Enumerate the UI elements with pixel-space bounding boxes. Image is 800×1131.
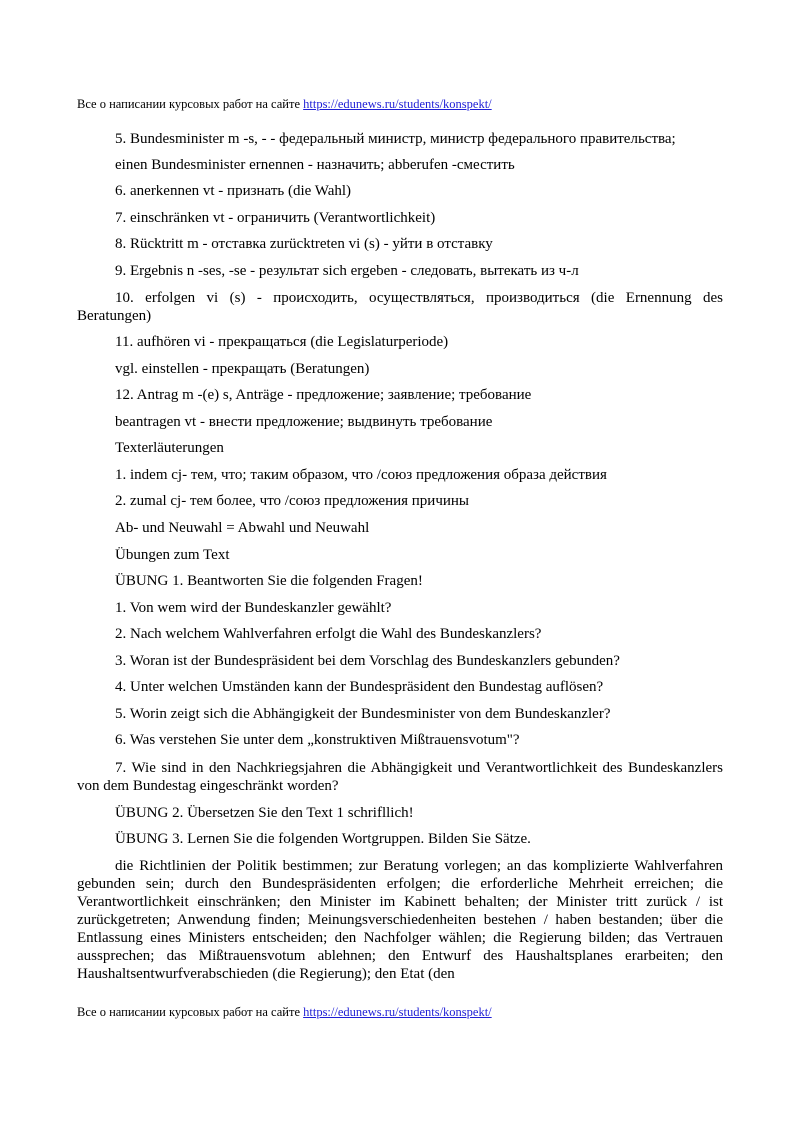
header-link[interactable]: https://edunews.ru/students/konspekt/: [303, 97, 492, 111]
question-line: 1. Von wem wird der Bundeskanzler gewählt?: [115, 600, 392, 616]
page-header: [77, 96, 492, 112]
question-line: 4. Unter welchen Umständen kann der Bundespräsident den Bundestag auflösen?: [115, 679, 604, 695]
exercise-heading: ÜBUNG 2. Übersetzen Sie den Text 1 schrifllich!: [115, 805, 414, 821]
vocab-paragraph: 10. erfolgen vi (s) - происходить, осуществляться, производиться (die Ernennung des Beratungen): [77, 290, 723, 324]
vocab-line: 9. Ergebnis n -ses, -se - результат sich ergeben - следовать, вытекать из ч-л: [115, 263, 579, 279]
question-line: 2. Nach welchem Wahlverfahren erfolgt die Wahl des Bundeskanzlers?: [115, 626, 542, 642]
question-line: 5. Worin zeigt sich die Abhängigkeit der Bundesminister von dem Bundeskanzler?: [115, 706, 611, 722]
vocab-line: 11. aufhören vi - прекращаться (die Legislaturperiode): [115, 334, 449, 350]
question-paragraph: 7. Wie sind in den Nachkriegsjahren die Abhängigkeit und Verantwortlichkeit des Bundeskanzlers von dem Bundestag eingeschränkt worden?: [77, 760, 723, 794]
vocab-line: 7. einschränken vt - ограничить (Verantwortlichkeit): [115, 210, 436, 226]
vocab-line: 6. anerkennen vt - признать (die Wahl): [115, 183, 352, 199]
footer-link[interactable]: https://edunews.ru/students/konspekt/: [303, 1005, 492, 1019]
question-line: 3. Woran ist der Bundespräsident bei dem Vorschlag des Bundeskanzlers gebunden?: [115, 653, 620, 669]
header-text: Все о написании курсовых работ на сайте: [77, 97, 304, 111]
section-heading: Übungen zum Text: [115, 547, 230, 563]
word-groups-paragraph: die Richtlinien der Politik bestimmen; zur Beratung vorlegen; an das komplizierte Wahlverfahren gebunden sein; durch den Bundespräsidenten erfolgen; die erforderliche Mehrheit erreichen; die Verantwortlichkeit einschränken; den Minister im Kabinett behalten; der Minister tritt zurück / ist zurückgetreten; Anwendung finden; Meinungsverschiedenheiten bestehen / haben bestanden; über die Entlassung eines Ministers entscheiden; den Nachfolger wählen; die Regierung bilden; das Vertrauen aussprechen; das Mißtrauensvotum ablehnen; den Entwurf des Haushaltsplanes erarbeiten; den Haushaltsentwurfverabschieden (die Regierung); den Etat (den: [77, 858, 723, 982]
page-footer: [77, 1004, 492, 1020]
explanation-line: Ab- und Neuwahl = Abwahl und Neuwahl: [115, 520, 370, 536]
vocab-line: beantragen vt - внести предложение; выдвинуть требование: [115, 414, 493, 430]
section-heading: Texterläuterungen: [115, 440, 224, 456]
vocab-line: einen Bundesminister ernennen - назначить; abberufen -сместить: [115, 157, 515, 173]
exercise-heading: ÜBUNG 3. Lernen Sie die folgenden Wortgruppen. Bilden Sie Sätze.: [115, 831, 531, 847]
exercise-heading: ÜBUNG 1. Beantworten Sie die folgenden Fragen!: [115, 573, 423, 589]
explanation-line: 1. indem cj- тем, что; таким образом, что /союз предложения образа действия: [115, 467, 607, 483]
vocab-line: 8. Rücktritt m - отставка zurücktreten vi (s) - уйти в отставку: [115, 236, 493, 252]
footer-text: Все о написании курсовых работ на сайте: [77, 1005, 304, 1019]
question-line: 6. Was verstehen Sie unter dem „konstruktiven Mißtrauensvotum"?: [115, 732, 520, 748]
vocab-line: vgl. einstellen - прекращать (Beratungen): [115, 361, 370, 377]
vocab-line: 12. Antrag m -(e) s, Anträge - предложение; заявление; требование: [115, 387, 532, 403]
vocab-line: 5. Bundesminister m -s, - - федеральный министр, министр федерального правительства;: [115, 131, 676, 147]
explanation-line: 2. zumal cj- тем более, что /союз предложения причины: [115, 493, 470, 509]
